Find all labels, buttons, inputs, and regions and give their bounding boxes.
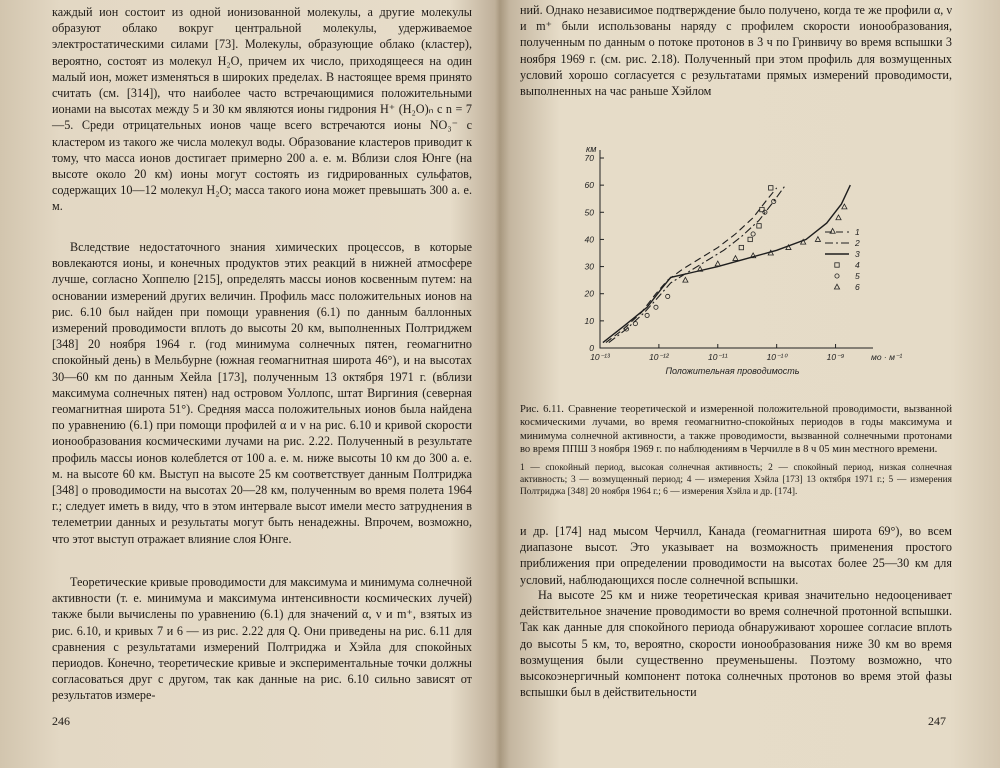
left-paragraph-3: Теоретические кривые проводимости для максимума и минимума солнечной активности (т. е. минимума и максимума интенсивности космических лучей) также были вычислены по уравнению (6.1) для значений α, ν и m⁺, взятых из рис. 6.10, и кривых 7 и 6 — из рис. 2.22 для Q. Они приведены на рис. 6.11 для сравнения с результатами измерений Полтриджа и Хэйла для спокойных периодов. Конечно, теоретические кривые и экспериментальные точки должны согласоваться друг с другом, так как данные на рис. 6.10 сильно зависят от результатов измере- [52,575,472,703]
x-tick-label: 10⁻¹⁰ [766,352,787,362]
y-tick-label: 40 [584,234,594,245]
legend-marker-4 [835,263,839,267]
marker-4 [769,186,773,190]
y-tick-label: 70 [584,153,594,163]
y-tick-label: 30 [584,261,594,272]
legend-marker-6 [834,284,839,289]
marker-5 [666,294,670,298]
left-paragraph-1: каждый ион состоит из одной ионизованной молекулы, а другие молекулы образуют облако вокруг центральной молекулы, удерживаемое электростатическими силами [73]. Молекулы, образующие облако (кластер), вероятно, состоят из молекул H₂O, причем их число, приходящееся на один малый ион, может изменяться в широких пределах. В настоящее время принято считать (см. [314]), что наиболее часто встречающимися положительными ионами на высотах между 5 и 30 км являются ионы гидрония H⁺ (H₂O)ₙ с n = 7—5. Среди отрицательных ионов чаще всего встречаются ионы NO₃⁻ с кластером из такого же числа молекул воды. Образование кластеров приводит к тому, что масса ионов достигает примерно 200 а. е. м. Вблизи слоя Юнге (на высоте около 20 км) ионы могут состоять из гидрированных сульфатов, содержащих 10—12 молекул H₂O; масса такого иона может превышать 300 а. е. м. [52,5,472,214]
x-tick-label: 10⁻¹² [649,352,669,362]
marker-5 [772,199,776,203]
legend-label-2: 2 [855,238,860,248]
left-page-number: 246 [52,714,70,728]
y-tick-label: 10 [584,315,594,326]
marker-5 [633,321,637,325]
x-axis-unit: мо · м⁻¹ [871,352,903,362]
figure-legend-note: 1 — спокойный период, высокая солнечная активность; 2 — спокойный период, низкая солнечная активность; 3 — возмущенный период; 4 — измерения Хэйла [173] 13 октября 1971 г.; 5 — измерения Полтриджа [348] 20 ноября 1964 г.; 6 — измерения Хэйла и др. [174]. [520,463,952,497]
x-tick-label: 10⁻¹¹ [707,352,728,362]
marker-4 [739,245,743,249]
marker-4 [748,237,752,241]
conductivity-chart [550,140,930,395]
y-tick-label: 20 [584,288,594,299]
marker-4 [757,224,761,228]
left-paragraph-2: Вследствие недостаточного знания химических процессов, в которые вовлекаются ионы, и конечных продуктов этих реакций в нижней атмосфере лучше, согласно Хоппелю [215], определять массы ионов косвенным путем: на основании измерений других величин. Профиль масс положительных ионов на рис. 6.10 был найден при помощи уравнения (6.1) по данным баллонных измерений проводимости вплоть до высоты 20 км, выполненных Полтриджем [348] 20 ноября 1964 г. (год минимума солнечных пятен, геомагнитно спокойный день) в Мельбурне (южная геомагнитная широта 46°), и на высотах 30—60 км по данным Хейла [173], полученным 13 октября 1971 г. (вблизи максимума солнечных пятен) над островом Уоллопс, штат Виргиния (северная геомагнитная широта 51°). Средняя масса положительных ионов была найдена по уравнению (6.1) при помощи профилей α и ν на рис. 6.10 и кривой скорости ионообразования космическими лучами на рис. 2.22. Полученный в результате профиль массы ионов колеблется от 100 а. е. м. ниже высоты 10 км до 300 а. е. м. на высоте 60 км. Выступ на высоте 25 км соответствует данным Полтриджа [348] о проводимости на высотах 20—28 км, полученным во время полета 1964 г.; следует иметь в виду, что в этом интервале высот имели место затруднения в телеметрии данных и результаты могут быть ненадежны. Впрочем, возможно, что этот выступ отражает влияние слоя Юнге. [52,240,472,546]
x-tick-label: 10⁻⁹ [826,352,845,362]
x-tick-label: 10⁻¹³ [590,352,610,362]
right-paragraph-3: На высоте 25 км и ниже теоретическая кривая значительно недооценивает действительное значение проводимости во время солнечной протонной вспышки. Так как данные для спокойного периода обнаруживают хорошее согласие вплоть до высоты 5 км, то, вероятно, скорости ионообразования ниже 30 км во время возмущения были существенно преуменьшены. Поэтому возможно, что высокоэнергичный компонент потока солнечных протонов во время этой фазы вспышки был в действительности [520,588,952,700]
marker-6 [683,277,688,282]
right-paragraph-2: и др. [174] над мысом Черчилл, Канада (геомагнитная широта 69°), во всем диапазоне высот. Это указывает на возможность применения простого приближения при определении проводимости на высотах более 25—30 км для условий, наблюдающихся после солнечной вспышки. [520,524,952,587]
right-page-number: 247 [928,714,946,728]
figure-caption: Рис. 6.11. Сравнение теоретической и измеренной положительной проводимости, вызванной космическими лучами, во время геомагнитно-спокойных периодов в годы максимума и минимума солнечной активности, а также проводимости, вызванной солнечными протонами во время ППШ 3 ноября 1969 г. по наблюдениям в Черчилле в 8 ч 05 мин местного времени. [520,404,952,456]
legend-label-6: 6 [855,282,860,292]
right-paragraph-1: ний. Однако независимое подтверждение было получено, когда те же профили α, ν и m⁺ были использованы наряду с профилем скорости ионообразования, полученным по данным о потоке протонов в 3 ч по Гринвичу во время вспышки 3 ноября 1969 г. (см. рис. 2.18). Полученный при этом профиль для возмущенных условий хорошо согласуется с результатами прямых измерений проводимости, выполненных на час раньше Хэйлом [520,3,952,99]
y-tick-label: 60 [584,180,594,191]
marker-5 [645,313,649,317]
marker-6 [733,256,738,261]
y-tick-label: 0 [589,343,594,353]
axis-lines [600,150,873,348]
legend-label-3: 3 [855,249,860,259]
marker-6 [830,228,835,233]
marker-5 [654,305,658,309]
legend-label-4: 4 [855,260,860,270]
x-axis-label: Положительная проводимость [665,366,800,376]
legend-label-1: 1 [855,227,860,237]
series-line-2 [609,185,786,343]
y-tick-label: 50 [584,207,594,218]
y-axis-label: км [586,144,597,154]
legend-marker-5 [835,274,839,278]
series-line-3 [603,185,850,343]
marker-6 [815,237,820,242]
legend-label-5: 5 [855,271,860,281]
marker-6 [836,215,841,220]
marker-6 [842,204,847,209]
marker-6 [715,261,720,266]
marker-5 [751,232,755,236]
